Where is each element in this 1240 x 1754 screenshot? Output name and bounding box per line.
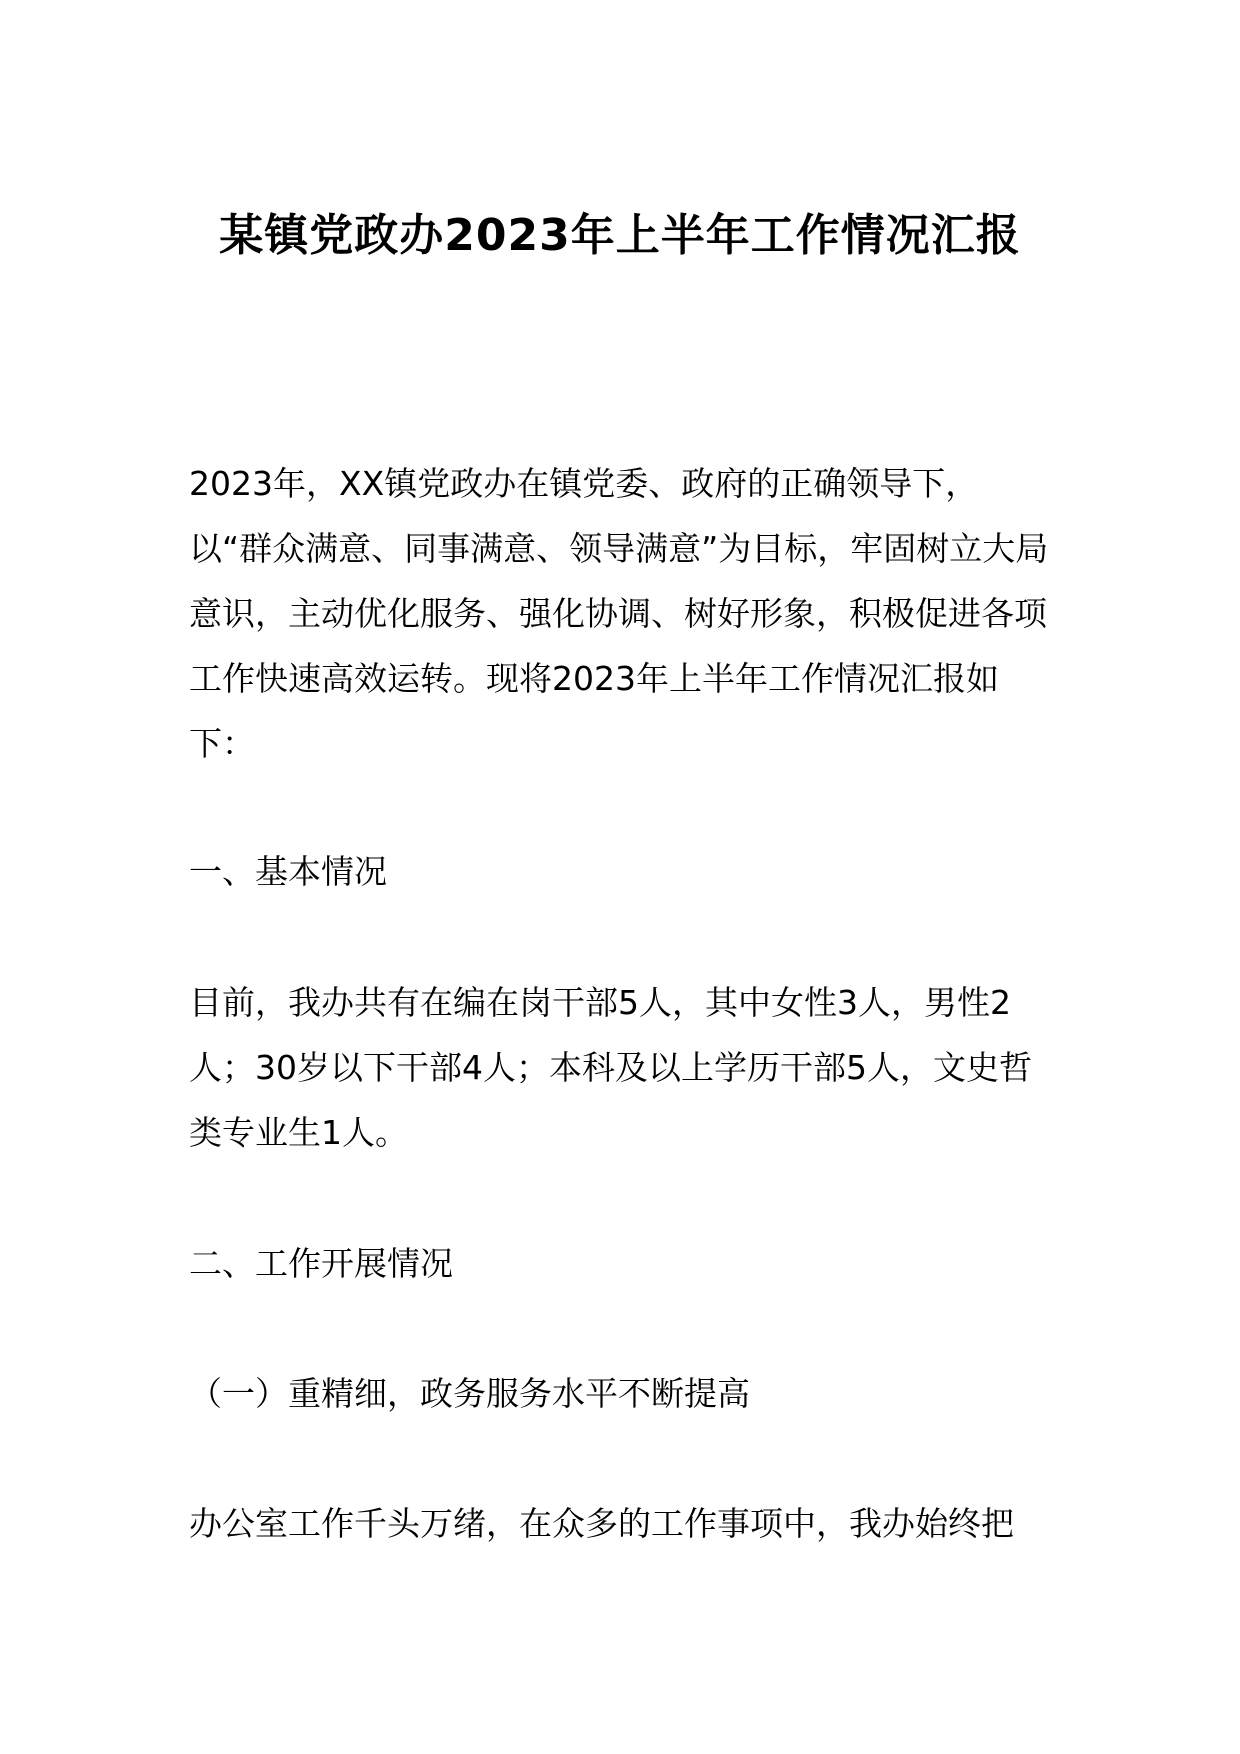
document-title: 某镇党政办2023年上半年工作情况汇报 bbox=[219, 210, 1021, 261]
section-heading-work-progress: 二、工作开展情况 bbox=[189, 1244, 453, 1283]
government-service-paragraph: 办公室工作千头万绪，在众多的工作事项中，我办始终把 bbox=[189, 1504, 1014, 1543]
intro-paragraph: 2023年，XX镇党政办在镇党委、政府的正确领导下，以“群众满意、同事满意、领导满意”为目标，牢固树立大局意识，主动优化服务、强化协调、树好形象，积极促进各项工作快速高效运转。现将2023年上半年工作情况汇报如下： bbox=[189, 464, 1049, 763]
basic-situation-paragraph: 目前，我办共有在编在岗干部5人，其中女性3人，男性2人；30岁以下干部4人；本科及以上学历干部5人，文史哲类专业生1人。 bbox=[189, 983, 1032, 1152]
subsection-heading-government-service: （一）重精细，政务服务水平不断提高 bbox=[189, 1374, 750, 1413]
section-heading-basic-situation: 一、基本情况 bbox=[189, 852, 387, 891]
